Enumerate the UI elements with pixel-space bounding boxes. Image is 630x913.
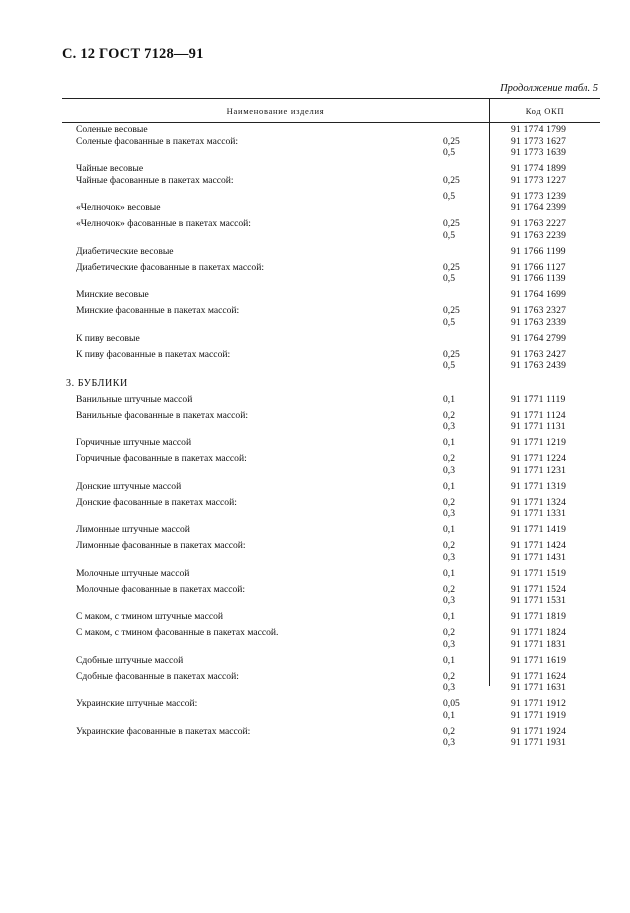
table-row bbox=[0, 136, 630, 148]
package-mass: 0,5 bbox=[443, 190, 455, 202]
okp-code: 91 1766 1199 bbox=[511, 245, 566, 257]
package-mass: 0,25 bbox=[443, 218, 460, 229]
package-mass: 0,2 bbox=[443, 496, 455, 508]
package-mass: 0,5 bbox=[443, 316, 455, 328]
table-row bbox=[0, 627, 630, 639]
product-name: Соленые фасованные в пакетах массой: bbox=[76, 135, 239, 147]
okp-code: 91 1763 2439 bbox=[511, 360, 567, 371]
product-name: Диабетические весовые bbox=[76, 245, 174, 257]
table-row bbox=[0, 421, 630, 433]
okp-code: 91 1771 1631 bbox=[511, 682, 567, 693]
table-row bbox=[0, 453, 630, 465]
package-mass: 0,1 bbox=[443, 611, 455, 622]
okp-code: 91 1771 1424 bbox=[511, 540, 567, 551]
package-mass: 0,3 bbox=[443, 638, 455, 650]
table-row bbox=[0, 202, 630, 214]
column-header-name: Наименование изделия bbox=[226, 106, 325, 116]
table-row bbox=[0, 595, 630, 607]
table-row bbox=[0, 508, 630, 520]
okp-code: 91 1763 2427 bbox=[511, 348, 567, 360]
table-row bbox=[0, 540, 630, 552]
okp-code: 91 1773 1239 bbox=[511, 190, 567, 202]
product-name: Сдобные фасованные в пакетах массой: bbox=[76, 670, 239, 682]
package-mass: 0,25 bbox=[443, 174, 460, 186]
product-name: Ванильные штучные массой bbox=[76, 393, 193, 405]
table-row bbox=[0, 394, 630, 406]
package-mass: 0,05 bbox=[443, 698, 460, 709]
okp-code: 91 1771 1431 bbox=[511, 551, 567, 563]
product-name: Ванильные фасованные в пакетах массой: bbox=[76, 409, 249, 421]
okp-code: 91 1774 1799 bbox=[511, 124, 567, 135]
table-row bbox=[0, 437, 630, 449]
okp-code: 91 1773 1227 bbox=[511, 174, 567, 186]
table-row bbox=[0, 273, 630, 285]
okp-code: 91 1764 2399 bbox=[511, 202, 567, 213]
product-name: Минские весовые bbox=[76, 289, 149, 300]
okp-code: 91 1771 1912 bbox=[511, 698, 567, 709]
okp-code: 91 1771 1931 bbox=[511, 737, 567, 748]
product-name: Украинские фасованные в пакетах массой: bbox=[76, 725, 251, 737]
package-mass: 0,5 bbox=[443, 273, 455, 284]
package-mass: 0,1 bbox=[443, 654, 455, 666]
okp-code: 91 1771 1131 bbox=[511, 421, 566, 432]
table-row bbox=[0, 147, 630, 159]
okp-code: 91 1774 1899 bbox=[511, 163, 567, 174]
product-name: К пиву фасованные в пакетах массой: bbox=[76, 348, 231, 360]
okp-code: 91 1763 2227 bbox=[511, 218, 567, 229]
package-mass: 0,3 bbox=[443, 737, 455, 748]
product-name: Донские штучные массой bbox=[76, 480, 182, 492]
package-mass: 0,3 bbox=[443, 464, 455, 476]
package-mass: 0,2 bbox=[443, 453, 455, 464]
section-heading: 3. БУБЛИКИ bbox=[66, 377, 128, 389]
table-row bbox=[0, 726, 630, 738]
okp-code: 91 1763 2239 bbox=[511, 229, 567, 241]
package-mass: 0,3 bbox=[443, 595, 455, 606]
okp-code: 91 1771 1824 bbox=[511, 627, 567, 638]
package-mass: 0,1 bbox=[443, 480, 455, 492]
table-row bbox=[0, 682, 630, 694]
okp-code: 91 1771 1419 bbox=[511, 524, 567, 535]
table-top-rule bbox=[62, 98, 600, 99]
package-mass: 0,1 bbox=[443, 437, 455, 448]
table-row bbox=[0, 655, 630, 667]
okp-code: 91 1771 1831 bbox=[511, 638, 567, 650]
table-row bbox=[0, 124, 630, 136]
okp-code: 91 1771 1531 bbox=[511, 595, 567, 606]
package-mass: 0,3 bbox=[443, 508, 455, 519]
okp-code: 91 1771 1519 bbox=[511, 567, 567, 579]
package-mass: 0,1 bbox=[443, 567, 455, 579]
okp-code: 91 1771 1324 bbox=[511, 496, 567, 508]
product-name: Украинские штучные массой: bbox=[76, 698, 198, 709]
product-name: «Челночок» весовые bbox=[76, 202, 161, 213]
table-header-rule bbox=[62, 122, 600, 123]
table-row bbox=[0, 481, 630, 493]
table-row bbox=[0, 611, 630, 623]
product-name: Минские фасованные в пакетах массой: bbox=[76, 305, 240, 316]
table-row bbox=[0, 710, 630, 722]
table-row bbox=[0, 163, 630, 175]
package-mass: 0,2 bbox=[443, 540, 455, 551]
product-name: «Челночок» фасованные в пакетах массой: bbox=[76, 218, 251, 229]
table-row bbox=[0, 175, 630, 187]
product-name: Чайные весовые bbox=[76, 163, 144, 174]
okp-code: 91 1771 1919 bbox=[511, 709, 567, 721]
package-mass: 0,25 bbox=[443, 135, 460, 147]
product-name: Сдобные штучные массой bbox=[76, 654, 184, 666]
package-mass: 0,2 bbox=[443, 627, 455, 638]
table-row bbox=[0, 317, 630, 329]
package-mass: 0,25 bbox=[443, 348, 460, 360]
package-mass: 0,5 bbox=[443, 229, 455, 241]
product-name: Лимонные фасованные в пакетах массой: bbox=[76, 540, 246, 551]
package-mass: 0,3 bbox=[443, 682, 455, 693]
okp-code: 91 1766 1139 bbox=[511, 273, 566, 284]
package-mass: 0,2 bbox=[443, 583, 455, 595]
table-row bbox=[0, 218, 630, 230]
table-row bbox=[0, 465, 630, 477]
okp-code: 91 1773 1639 bbox=[511, 147, 567, 158]
okp-code: 91 1771 1524 bbox=[511, 583, 567, 595]
okp-code: 91 1764 1699 bbox=[511, 289, 567, 300]
okp-code: 91 1764 2799 bbox=[511, 332, 567, 344]
product-name: Горчичные фасованные в пакетах массой: bbox=[76, 453, 247, 464]
package-mass: 0,1 bbox=[443, 524, 455, 535]
table-row bbox=[0, 410, 630, 422]
table-row bbox=[0, 333, 630, 345]
table-row bbox=[0, 671, 630, 683]
table-row bbox=[0, 639, 630, 651]
product-name: Молочные фасованные в пакетах массой: bbox=[76, 583, 246, 595]
product-name: С маком, с тмином штучные массой bbox=[76, 611, 224, 622]
package-mass: 0,25 bbox=[443, 261, 460, 273]
okp-code: 91 1763 2327 bbox=[511, 305, 567, 316]
okp-code: 91 1771 1624 bbox=[511, 670, 567, 682]
okp-code: 91 1771 1231 bbox=[511, 464, 567, 476]
package-mass: 0,3 bbox=[443, 551, 455, 563]
table-row bbox=[0, 497, 630, 509]
table-row bbox=[0, 584, 630, 596]
okp-code: 91 1771 1819 bbox=[511, 611, 567, 622]
product-name: К пиву весовые bbox=[76, 332, 140, 344]
okp-code: 91 1771 1124 bbox=[511, 409, 566, 421]
package-mass: 0,2 bbox=[443, 670, 455, 682]
table-row bbox=[0, 552, 630, 564]
okp-code: 91 1773 1627 bbox=[511, 135, 567, 147]
product-name: С маком, с тмином фасованные в пакетах массой. bbox=[76, 627, 279, 638]
package-mass: 0,1 bbox=[443, 709, 455, 721]
okp-code: 91 1763 2339 bbox=[511, 316, 567, 328]
page-header: С. 12 ГОСТ 7128—91 bbox=[62, 46, 204, 62]
package-mass: 0,25 bbox=[443, 305, 460, 316]
table-row bbox=[0, 737, 630, 749]
package-mass: 0,3 bbox=[443, 421, 455, 432]
table-row bbox=[0, 246, 630, 258]
table-row bbox=[0, 349, 630, 361]
section-heading-row bbox=[0, 378, 630, 390]
okp-code: 91 1771 1924 bbox=[511, 725, 567, 737]
column-header-code: Код ОКП bbox=[525, 106, 565, 116]
table-continuation-label: Продолжение табл. 5 bbox=[500, 83, 598, 94]
package-mass: 0,2 bbox=[443, 409, 455, 421]
okp-code: 91 1771 1224 bbox=[511, 453, 567, 464]
table-row bbox=[0, 698, 630, 710]
product-name: Чайные фасованные в пакетах массой: bbox=[76, 174, 234, 186]
product-name: Лимонные штучные массой bbox=[76, 524, 190, 535]
product-name: Донские фасованные в пакетах массой: bbox=[76, 496, 237, 508]
okp-code: 91 1771 1619 bbox=[511, 654, 567, 666]
okp-code: 91 1771 1331 bbox=[511, 508, 567, 519]
product-name: Горчичные штучные массой bbox=[76, 437, 192, 448]
package-mass: 0,5 bbox=[443, 147, 455, 158]
table-row bbox=[0, 230, 630, 242]
table-row bbox=[0, 524, 630, 536]
package-mass: 0,5 bbox=[443, 360, 455, 371]
table-row bbox=[0, 289, 630, 301]
table-row bbox=[0, 360, 630, 372]
okp-code: 91 1771 1119 bbox=[511, 393, 566, 405]
product-name: Молочные штучные массой bbox=[76, 567, 190, 579]
package-mass: 0,1 bbox=[443, 393, 455, 405]
okp-code: 91 1766 1127 bbox=[511, 261, 566, 273]
okp-code: 91 1771 1319 bbox=[511, 480, 567, 492]
table-row bbox=[0, 568, 630, 580]
product-name: Соленые весовые bbox=[76, 124, 148, 135]
table-row bbox=[0, 262, 630, 274]
table-body bbox=[0, 124, 630, 749]
table-row bbox=[0, 191, 630, 203]
package-mass: 0,2 bbox=[443, 725, 455, 737]
product-name: Диабетические фасованные в пакетах массой: bbox=[76, 261, 265, 273]
table-row bbox=[0, 305, 630, 317]
okp-code: 91 1771 1219 bbox=[511, 437, 567, 448]
